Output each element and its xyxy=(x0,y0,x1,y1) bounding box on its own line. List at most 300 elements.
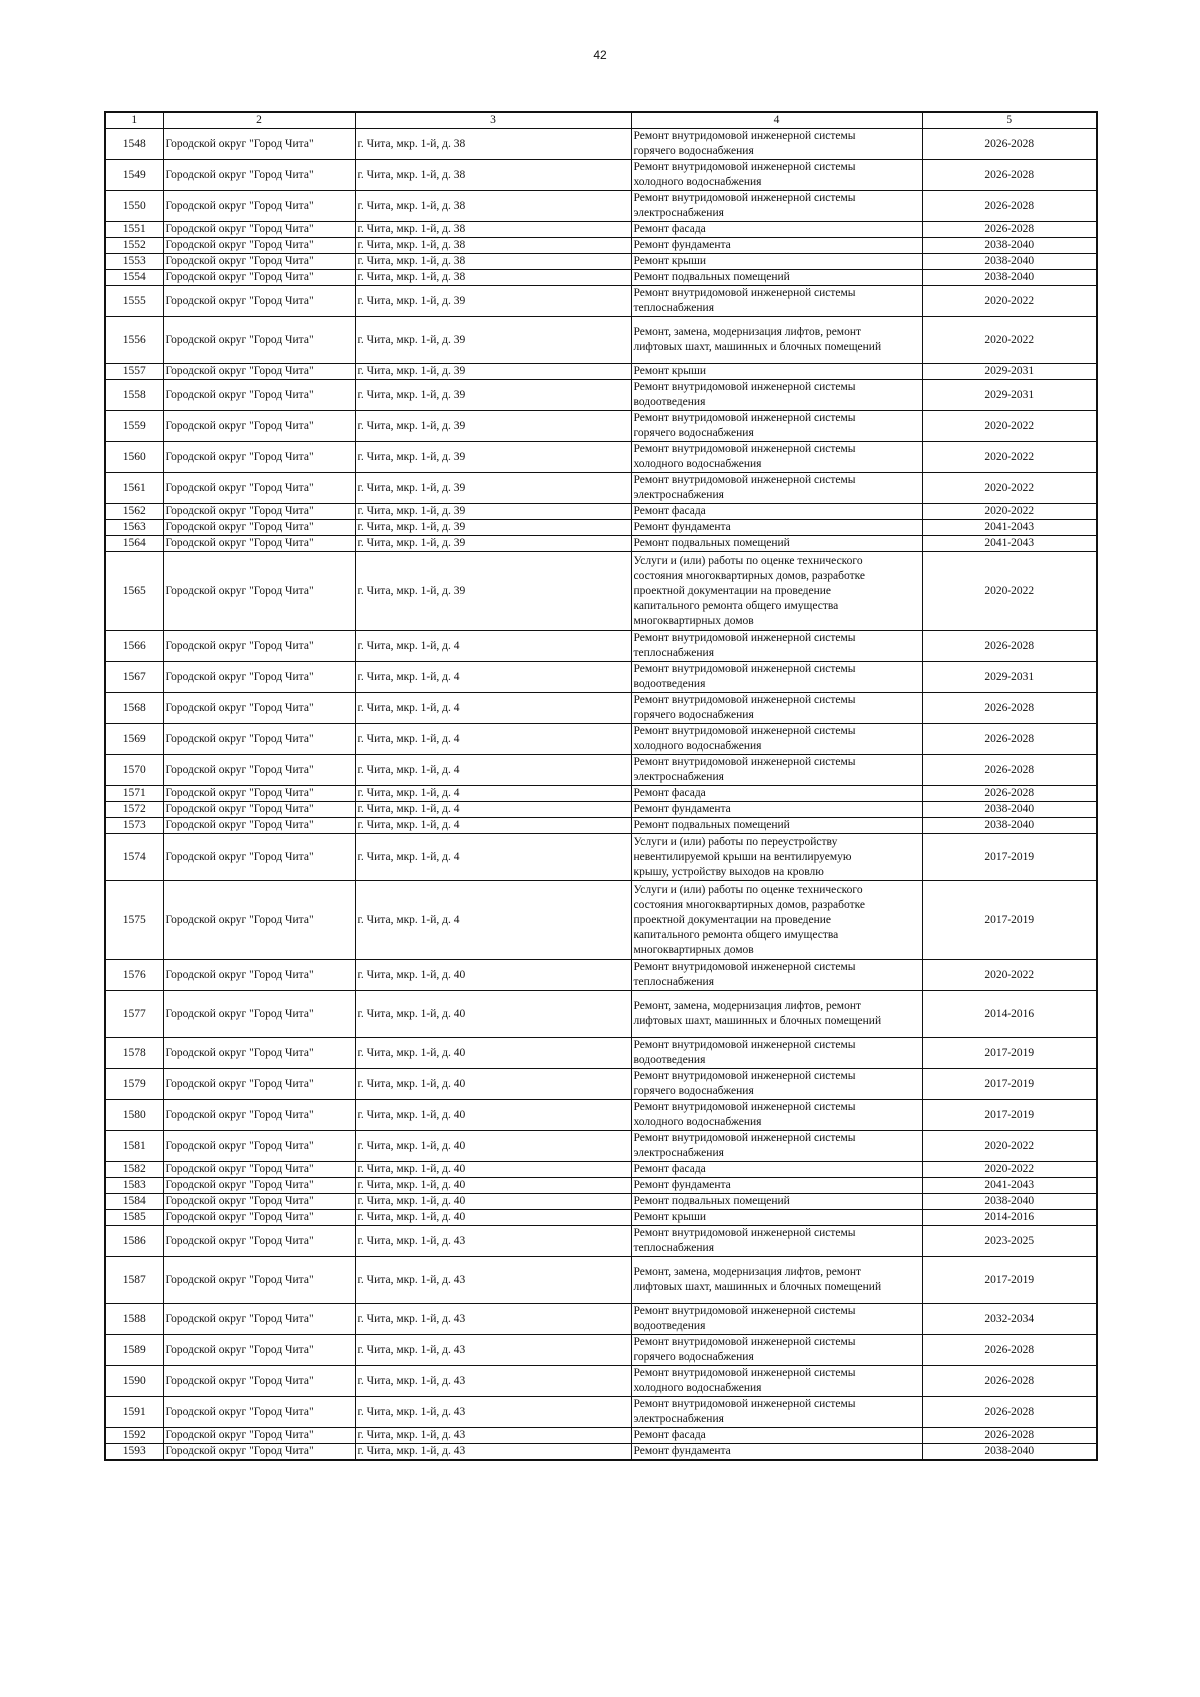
row-number-cell: 1572 xyxy=(105,802,163,818)
row-number-cell: 1579 xyxy=(105,1069,163,1100)
table-row xyxy=(105,536,1097,552)
work-type-line: Ремонт фасада xyxy=(633,223,706,235)
table-row xyxy=(105,520,1097,536)
work-type-line: электроснабжения xyxy=(633,1147,724,1159)
row-number-cell: 1565 xyxy=(105,552,163,631)
address-cell: г. Чита, мкр. 1-й, д. 40 xyxy=(355,991,631,1038)
period-cell: 2041-2043 xyxy=(922,536,1097,552)
municipality-cell: Городской округ "Город Чита" xyxy=(163,991,355,1038)
table-row xyxy=(105,254,1097,270)
municipality-cell: Городской округ "Город Чита" xyxy=(163,1038,355,1069)
period-cell: 2020-2022 xyxy=(922,286,1097,317)
municipality-cell: Городской округ "Город Чита" xyxy=(163,1194,355,1210)
municipality-cell: Городской округ "Город Чита" xyxy=(163,1397,355,1428)
work-type-line: холодного водоснабжения xyxy=(633,740,762,752)
work-type-line: лифтовых шахт, машинных и блочных помещений xyxy=(633,1015,882,1027)
period-cell: 2020-2022 xyxy=(922,1162,1097,1178)
row-number-cell: 1574 xyxy=(105,834,163,881)
address-cell: г. Чита, мкр. 1-й, д. 38 xyxy=(355,191,631,222)
work-type-line: электроснабжения xyxy=(633,1413,724,1425)
table-row xyxy=(105,1304,1097,1335)
row-number-cell: 1566 xyxy=(105,631,163,662)
work-type-line: Ремонт фундамента xyxy=(633,1445,731,1457)
period-cell: 2020-2022 xyxy=(922,504,1097,520)
repair-schedule-table xyxy=(104,111,1098,1461)
row-number-cell: 1575 xyxy=(105,881,163,960)
row-number-cell: 1559 xyxy=(105,411,163,442)
table-row xyxy=(105,364,1097,380)
row-number-cell: 1583 xyxy=(105,1178,163,1194)
period-cell: 2041-2043 xyxy=(922,1178,1097,1194)
municipality-cell: Городской округ "Город Чита" xyxy=(163,881,355,960)
table-row xyxy=(105,881,1097,960)
work-type-line: Услуги и (или) работы по оценке технического xyxy=(633,554,863,567)
work-type-cell xyxy=(631,442,922,473)
address-cell: г. Чита, мкр. 1-й, д. 39 xyxy=(355,504,631,520)
work-type-cell xyxy=(631,129,922,160)
work-type-line: капитального ремонта общего имущества xyxy=(633,928,839,941)
municipality-cell: Городской округ "Город Чита" xyxy=(163,693,355,724)
work-type-line: водоотведения xyxy=(633,1320,706,1332)
work-type-cell xyxy=(631,1226,922,1257)
period-cell: 2017-2019 xyxy=(922,1100,1097,1131)
work-type-line: холодного водоснабжения xyxy=(633,458,762,470)
period-cell: 2032-2034 xyxy=(922,1304,1097,1335)
work-type-cell xyxy=(631,364,922,380)
row-number-cell: 1569 xyxy=(105,724,163,755)
work-type-cell xyxy=(631,552,922,631)
address-cell: г. Чита, мкр. 1-й, д. 4 xyxy=(355,755,631,786)
table-row xyxy=(105,1100,1097,1131)
period-cell: 2026-2028 xyxy=(922,755,1097,786)
work-type-cell xyxy=(631,1210,922,1226)
address-cell: г. Чита, мкр. 1-й, д. 39 xyxy=(355,442,631,473)
column-header-1: 1 xyxy=(105,112,163,129)
work-type-cell xyxy=(631,411,922,442)
row-number-cell: 1551 xyxy=(105,222,163,238)
work-type-cell xyxy=(631,693,922,724)
work-type-cell xyxy=(631,317,922,364)
work-type-line: Ремонт фундамента xyxy=(633,803,731,815)
table-row xyxy=(105,1257,1097,1304)
work-type-cell xyxy=(631,1100,922,1131)
table-row xyxy=(105,1335,1097,1366)
work-type-line: водоотведения xyxy=(633,1054,706,1066)
row-number-cell: 1571 xyxy=(105,786,163,802)
table-row xyxy=(105,724,1097,755)
table-row xyxy=(105,1162,1097,1178)
work-type-line: Ремонт фундамента xyxy=(633,239,731,251)
municipality-cell: Городской округ "Город Чита" xyxy=(163,1069,355,1100)
address-cell: г. Чита, мкр. 1-й, д. 38 xyxy=(355,270,631,286)
table-row xyxy=(105,631,1097,662)
work-type-line: Ремонт подвальных помещений xyxy=(633,271,790,283)
work-type-line: лифтовых шахт, машинных и блочных помещений xyxy=(633,341,882,353)
municipality-cell: Городской округ "Город Чита" xyxy=(163,1428,355,1444)
period-cell: 2017-2019 xyxy=(922,1069,1097,1100)
municipality-cell: Городской округ "Город Чита" xyxy=(163,520,355,536)
table-row xyxy=(105,380,1097,411)
work-type-line: Ремонт внутридомовой инженерной системы xyxy=(633,381,856,393)
work-type-line: Ремонт внутридомовой инженерной системы xyxy=(633,632,856,644)
row-number-cell: 1593 xyxy=(105,1444,163,1461)
work-type-line: Ремонт внутридомовой инженерной системы xyxy=(633,287,856,299)
address-cell: г. Чита, мкр. 1-й, д. 43 xyxy=(355,1397,631,1428)
period-cell: 2017-2019 xyxy=(922,881,1097,960)
period-cell: 2026-2028 xyxy=(922,786,1097,802)
row-number-cell: 1587 xyxy=(105,1257,163,1304)
work-type-cell xyxy=(631,1444,922,1461)
table-row xyxy=(105,1194,1097,1210)
municipality-cell: Городской округ "Город Чита" xyxy=(163,755,355,786)
municipality-cell: Городской округ "Город Чита" xyxy=(163,160,355,191)
work-type-line: холодного водоснабжения xyxy=(633,1382,762,1394)
period-cell: 2014-2016 xyxy=(922,991,1097,1038)
address-cell: г. Чита, мкр. 1-й, д. 39 xyxy=(355,411,631,442)
table-row xyxy=(105,1366,1097,1397)
address-cell: г. Чита, мкр. 1-й, д. 40 xyxy=(355,1038,631,1069)
row-number-cell: 1589 xyxy=(105,1335,163,1366)
page-number: 42 xyxy=(593,48,607,62)
row-number-cell: 1550 xyxy=(105,191,163,222)
address-cell: г. Чита, мкр. 1-й, д. 40 xyxy=(355,1100,631,1131)
address-cell: г. Чита, мкр. 1-й, д. 39 xyxy=(355,473,631,504)
address-cell: г. Чита, мкр. 1-й, д. 38 xyxy=(355,160,631,191)
municipality-cell: Городской округ "Город Чита" xyxy=(163,1257,355,1304)
period-cell: 2029-2031 xyxy=(922,662,1097,693)
work-type-cell xyxy=(631,960,922,991)
period-cell: 2026-2028 xyxy=(922,160,1097,191)
period-cell: 2026-2028 xyxy=(922,1428,1097,1444)
work-type-cell xyxy=(631,1038,922,1069)
address-cell: г. Чита, мкр. 1-й, д. 4 xyxy=(355,693,631,724)
column-header-3: 3 xyxy=(355,112,631,129)
work-type-line: Ремонт внутридомовой инженерной системы xyxy=(633,1132,856,1144)
table-row xyxy=(105,1131,1097,1162)
table-row xyxy=(105,1038,1097,1069)
work-type-cell xyxy=(631,1194,922,1210)
work-type-line: Ремонт внутридомовой инженерной системы xyxy=(633,412,856,424)
municipality-cell: Городской округ "Город Чита" xyxy=(163,1366,355,1397)
work-type-cell xyxy=(631,222,922,238)
table-row xyxy=(105,1178,1097,1194)
period-cell: 2020-2022 xyxy=(922,473,1097,504)
municipality-cell: Городской округ "Город Чита" xyxy=(163,286,355,317)
row-number-cell: 1573 xyxy=(105,818,163,834)
work-type-line: Ремонт внутридомовой инженерной системы xyxy=(633,443,856,455)
row-number-cell: 1549 xyxy=(105,160,163,191)
table-row xyxy=(105,238,1097,254)
address-cell: г. Чита, мкр. 1-й, д. 40 xyxy=(355,1210,631,1226)
work-type-line: Ремонт фасада xyxy=(633,1429,706,1441)
row-number-cell: 1560 xyxy=(105,442,163,473)
municipality-cell: Городской округ "Город Чита" xyxy=(163,222,355,238)
work-type-line: проектной документации на проведение xyxy=(633,913,832,926)
period-cell: 2026-2028 xyxy=(922,1335,1097,1366)
address-cell: г. Чита, мкр. 1-й, д. 4 xyxy=(355,802,631,818)
column-header-5: 5 xyxy=(922,112,1097,129)
work-type-line: Ремонт внутридомовой инженерной системы xyxy=(633,130,856,142)
period-cell: 2029-2031 xyxy=(922,380,1097,411)
work-type-line: Ремонт фасада xyxy=(633,1163,706,1175)
address-cell: г. Чита, мкр. 1-й, д. 43 xyxy=(355,1444,631,1461)
row-number-cell: 1581 xyxy=(105,1131,163,1162)
work-type-line: горячего водоснабжения xyxy=(633,1085,754,1097)
row-number-cell: 1552 xyxy=(105,238,163,254)
work-type-line: Ремонт внутридомовой инженерной системы xyxy=(633,1101,856,1113)
address-cell: г. Чита, мкр. 1-й, д. 43 xyxy=(355,1226,631,1257)
work-type-cell xyxy=(631,1131,922,1162)
municipality-cell: Городской округ "Город Чита" xyxy=(163,631,355,662)
address-cell: г. Чита, мкр. 1-й, д. 43 xyxy=(355,1257,631,1304)
municipality-cell: Городской округ "Город Чита" xyxy=(163,1131,355,1162)
address-cell: г. Чита, мкр. 1-й, д. 40 xyxy=(355,1131,631,1162)
row-number-cell: 1554 xyxy=(105,270,163,286)
work-type-cell xyxy=(631,1428,922,1444)
work-type-cell xyxy=(631,1257,922,1304)
work-type-cell xyxy=(631,286,922,317)
table-row xyxy=(105,1397,1097,1428)
work-type-line: электроснабжения xyxy=(633,207,724,219)
row-number-cell: 1555 xyxy=(105,286,163,317)
work-type-line: Ремонт фундамента xyxy=(633,521,731,533)
table-row xyxy=(105,802,1097,818)
row-number-cell: 1586 xyxy=(105,1226,163,1257)
row-number-cell: 1562 xyxy=(105,504,163,520)
work-type-line: теплоснабжения xyxy=(633,302,714,314)
period-cell: 2026-2028 xyxy=(922,724,1097,755)
work-type-line: невентилируемой крыши на вентилируемую xyxy=(633,850,852,863)
work-type-line: горячего водоснабжения xyxy=(633,145,754,157)
work-type-line: Ремонт фасада xyxy=(633,505,706,517)
work-type-line: состояния многоквартирных домов, разработке xyxy=(633,569,865,582)
work-type-line: капитального ремонта общего имущества xyxy=(633,599,839,612)
period-cell: 2017-2019 xyxy=(922,1257,1097,1304)
work-type-line: Ремонт внутридомовой инженерной системы xyxy=(633,192,856,204)
table-row xyxy=(105,442,1097,473)
table-row xyxy=(105,317,1097,364)
address-cell: г. Чита, мкр. 1-й, д. 40 xyxy=(355,1178,631,1194)
row-number-cell: 1585 xyxy=(105,1210,163,1226)
work-type-line: Ремонт, замена, модернизация лифтов, ремонт xyxy=(633,1266,862,1278)
work-type-cell xyxy=(631,834,922,881)
work-type-line: теплоснабжения xyxy=(633,647,714,659)
table-row xyxy=(105,960,1097,991)
work-type-cell xyxy=(631,160,922,191)
work-type-line: лифтовых шахт, машинных и блочных помещений xyxy=(633,1281,882,1293)
address-cell: г. Чита, мкр. 1-й, д. 40 xyxy=(355,1069,631,1100)
address-cell: г. Чита, мкр. 1-й, д. 38 xyxy=(355,129,631,160)
row-number-cell: 1580 xyxy=(105,1100,163,1131)
municipality-cell: Городской округ "Город Чита" xyxy=(163,1335,355,1366)
period-cell: 2038-2040 xyxy=(922,1194,1097,1210)
table-row xyxy=(105,1210,1097,1226)
work-type-line: Ремонт, замена, модернизация лифтов, ремонт xyxy=(633,1000,862,1012)
work-type-cell xyxy=(631,270,922,286)
municipality-cell: Городской округ "Город Чита" xyxy=(163,536,355,552)
row-number-cell: 1590 xyxy=(105,1366,163,1397)
municipality-cell: Городской округ "Город Чита" xyxy=(163,380,355,411)
header-row xyxy=(105,112,1097,129)
work-type-line: Ремонт внутридомовой инженерной системы xyxy=(633,1336,856,1348)
work-type-cell xyxy=(631,755,922,786)
address-cell: г. Чита, мкр. 1-й, д. 4 xyxy=(355,818,631,834)
work-type-line: Ремонт фасада xyxy=(633,787,706,799)
municipality-cell: Городской округ "Город Чита" xyxy=(163,1162,355,1178)
address-cell: г. Чита, мкр. 1-й, д. 43 xyxy=(355,1428,631,1444)
municipality-cell: Городской округ "Город Чита" xyxy=(163,270,355,286)
work-type-line: Ремонт фундамента xyxy=(633,1179,731,1191)
period-cell: 2038-2040 xyxy=(922,1444,1097,1461)
work-type-line: проектной документации на проведение xyxy=(633,584,832,597)
municipality-cell: Городской округ "Город Чита" xyxy=(163,834,355,881)
period-cell: 2038-2040 xyxy=(922,238,1097,254)
work-type-line: Ремонт подвальных помещений xyxy=(633,537,790,549)
period-cell: 2026-2028 xyxy=(922,693,1097,724)
address-cell: г. Чита, мкр. 1-й, д. 39 xyxy=(355,552,631,631)
work-type-cell xyxy=(631,991,922,1038)
work-type-cell xyxy=(631,631,922,662)
work-type-line: Ремонт подвальных помещений xyxy=(633,819,790,831)
work-type-cell xyxy=(631,473,922,504)
work-type-line: Ремонт внутридомовой инженерной системы xyxy=(633,1305,856,1317)
table-row xyxy=(105,818,1097,834)
municipality-cell: Городской округ "Город Чита" xyxy=(163,1100,355,1131)
address-cell: г. Чита, мкр. 1-й, д. 43 xyxy=(355,1366,631,1397)
municipality-cell: Городской округ "Город Чита" xyxy=(163,442,355,473)
table-row xyxy=(105,473,1097,504)
row-number-cell: 1582 xyxy=(105,1162,163,1178)
work-type-cell xyxy=(631,802,922,818)
work-type-line: Услуги и (или) работы по переустройству xyxy=(633,835,838,848)
work-type-cell xyxy=(631,504,922,520)
work-type-cell xyxy=(631,191,922,222)
municipality-cell: Городской округ "Город Чита" xyxy=(163,254,355,270)
row-number-cell: 1576 xyxy=(105,960,163,991)
row-number-cell: 1553 xyxy=(105,254,163,270)
work-type-line: Ремонт внутридомовой инженерной системы xyxy=(633,725,856,737)
table-row xyxy=(105,1428,1097,1444)
work-type-line: Услуги и (или) работы по оценке технического xyxy=(633,883,863,896)
municipality-cell: Городской округ "Город Чита" xyxy=(163,818,355,834)
row-number-cell: 1557 xyxy=(105,364,163,380)
row-number-cell: 1564 xyxy=(105,536,163,552)
work-type-line: Ремонт внутридомовой инженерной системы xyxy=(633,1039,856,1051)
address-cell: г. Чита, мкр. 1-й, д. 43 xyxy=(355,1335,631,1366)
address-cell: г. Чита, мкр. 1-й, д. 4 xyxy=(355,834,631,881)
row-number-cell: 1568 xyxy=(105,693,163,724)
table-row xyxy=(105,270,1097,286)
row-number-cell: 1592 xyxy=(105,1428,163,1444)
table-row xyxy=(105,662,1097,693)
table-row xyxy=(105,991,1097,1038)
period-cell: 2014-2016 xyxy=(922,1210,1097,1226)
work-type-cell xyxy=(631,1397,922,1428)
row-number-cell: 1563 xyxy=(105,520,163,536)
table-row xyxy=(105,286,1097,317)
period-cell: 2020-2022 xyxy=(922,552,1097,631)
work-type-line: многоквартирных домов xyxy=(633,943,754,956)
work-type-line: Ремонт внутридомовой инженерной системы xyxy=(633,1398,856,1410)
work-type-cell xyxy=(631,1178,922,1194)
period-cell: 2026-2028 xyxy=(922,222,1097,238)
period-cell: 2020-2022 xyxy=(922,442,1097,473)
work-type-line: многоквартирных домов xyxy=(633,614,754,627)
address-cell: г. Чита, мкр. 1-й, д. 39 xyxy=(355,364,631,380)
address-cell: г. Чита, мкр. 1-й, д. 4 xyxy=(355,631,631,662)
period-cell: 2038-2040 xyxy=(922,254,1097,270)
row-number-cell: 1561 xyxy=(105,473,163,504)
table-row xyxy=(105,755,1097,786)
work-type-line: Ремонт внутридомовой инженерной системы xyxy=(633,694,856,706)
work-type-line: Ремонт внутридомовой инженерной системы xyxy=(633,161,856,173)
municipality-cell: Городской округ "Город Чита" xyxy=(163,1178,355,1194)
period-cell: 2038-2040 xyxy=(922,270,1097,286)
address-cell: г. Чита, мкр. 1-й, д. 39 xyxy=(355,520,631,536)
work-type-line: горячего водоснабжения xyxy=(633,1351,754,1363)
row-number-cell: 1577 xyxy=(105,991,163,1038)
period-cell: 2026-2028 xyxy=(922,631,1097,662)
municipality-cell: Городской округ "Город Чита" xyxy=(163,1226,355,1257)
work-type-cell xyxy=(631,380,922,411)
row-number-cell: 1578 xyxy=(105,1038,163,1069)
municipality-cell: Городской округ "Город Чита" xyxy=(163,364,355,380)
municipality-cell: Городской округ "Город Чита" xyxy=(163,191,355,222)
municipality-cell: Городской округ "Город Чита" xyxy=(163,129,355,160)
municipality-cell: Городской округ "Город Чита" xyxy=(163,504,355,520)
period-cell: 2026-2028 xyxy=(922,1397,1097,1428)
period-cell: 2029-2031 xyxy=(922,364,1097,380)
period-cell: 2038-2040 xyxy=(922,818,1097,834)
work-type-cell xyxy=(631,1366,922,1397)
table-row xyxy=(105,552,1097,631)
address-cell: г. Чита, мкр. 1-й, д. 38 xyxy=(355,222,631,238)
address-cell: г. Чита, мкр. 1-й, д. 39 xyxy=(355,536,631,552)
period-cell: 2017-2019 xyxy=(922,834,1097,881)
table-row xyxy=(105,504,1097,520)
address-cell: г. Чита, мкр. 1-й, д. 38 xyxy=(355,238,631,254)
work-type-line: Ремонт внутридомовой инженерной системы xyxy=(633,1070,856,1082)
work-type-cell xyxy=(631,881,922,960)
address-cell: г. Чита, мкр. 1-й, д. 40 xyxy=(355,1162,631,1178)
work-type-line: электроснабжения xyxy=(633,771,724,783)
table-row xyxy=(105,411,1097,442)
work-type-line: Ремонт внутридомовой инженерной системы xyxy=(633,961,856,973)
period-cell: 2026-2028 xyxy=(922,1366,1097,1397)
row-number-cell: 1570 xyxy=(105,755,163,786)
work-type-cell xyxy=(631,536,922,552)
work-type-line: Ремонт внутридомовой инженерной системы xyxy=(633,474,856,486)
municipality-cell: Городской округ "Город Чита" xyxy=(163,786,355,802)
address-cell: г. Чита, мкр. 1-й, д. 43 xyxy=(355,1304,631,1335)
municipality-cell: Городской округ "Город Чита" xyxy=(163,1444,355,1461)
address-cell: г. Чита, мкр. 1-й, д. 4 xyxy=(355,881,631,960)
municipality-cell: Городской округ "Город Чита" xyxy=(163,662,355,693)
work-type-line: горячего водоснабжения xyxy=(633,427,754,439)
row-number-cell: 1591 xyxy=(105,1397,163,1428)
row-number-cell: 1548 xyxy=(105,129,163,160)
work-type-cell xyxy=(631,1069,922,1100)
work-type-line: Ремонт подвальных помещений xyxy=(633,1195,790,1207)
address-cell: г. Чита, мкр. 1-й, д. 39 xyxy=(355,286,631,317)
municipality-cell: Городской округ "Город Чита" xyxy=(163,411,355,442)
work-type-line: холодного водоснабжения xyxy=(633,176,762,188)
work-type-line: Ремонт внутридомовой инженерной системы xyxy=(633,756,856,768)
work-type-line: горячего водоснабжения xyxy=(633,709,754,721)
work-type-line: водоотведения xyxy=(633,396,706,408)
work-type-line: крышу, устройству выходов на кровлю xyxy=(633,865,824,878)
table-row xyxy=(105,1069,1097,1100)
